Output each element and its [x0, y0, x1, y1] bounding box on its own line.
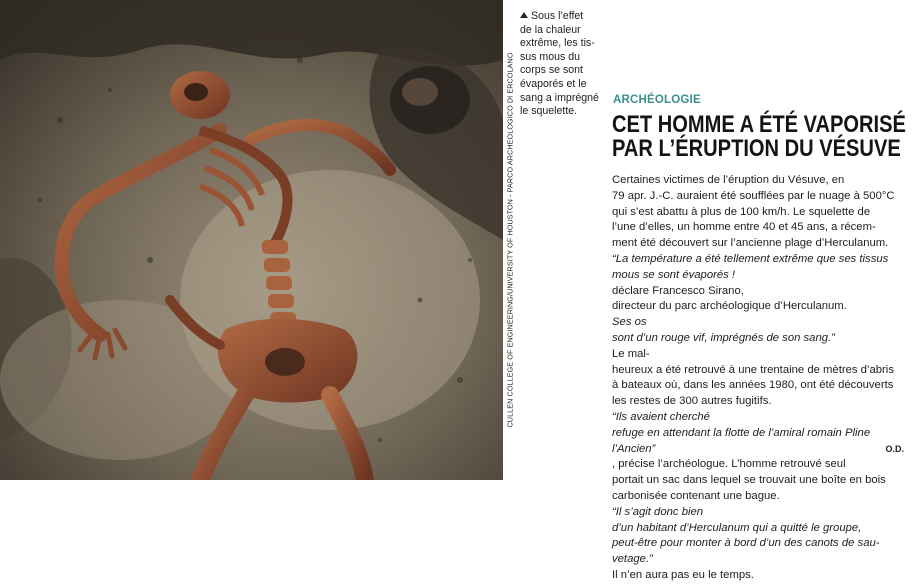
- article-text: 79 apr. J.-C. auraient été soufflées par le nuage à 500°C: [612, 189, 895, 202]
- article-quote-text: mous se sont évaporés !: [612, 268, 736, 281]
- article-text: Certaines victimes de l’éruption du Vésuve, en: [612, 174, 845, 186]
- article-text: les restes de 300 autres fugitifs.: [612, 395, 772, 408]
- caption-line: sang a imprégné: [520, 91, 599, 104]
- article-quote-text: d’un habitant d’Herculanum qui a quitté le groupe,: [612, 521, 862, 534]
- headline-line: PAR L’ÉRUPTION DU VÉSUVE: [612, 135, 901, 162]
- article-quote-text: “Ils avaient cherché: [612, 410, 710, 423]
- section-label: ARCHÉOLOGIE: [613, 94, 701, 106]
- article-text: à bateaux où, dans les années 1980, ont été découverts: [612, 379, 894, 392]
- article-line: [612, 173, 912, 189]
- article-line: [612, 536, 912, 552]
- article-line: [612, 268, 912, 300]
- article-line: [612, 473, 912, 489]
- article-line: [612, 252, 912, 268]
- article-text: carbonisée contenant une bague.: [612, 489, 780, 502]
- caption-line: extrême, les tis-: [520, 37, 595, 50]
- article-text: ment été découvert sur l’ancienne plage d’Herculanum.: [612, 237, 889, 250]
- article-quote-text: peut-être pour monter à bord d’un des canots de sau-: [612, 537, 880, 550]
- caption-line: le squelette.: [520, 105, 578, 118]
- article-quote-text: l’Ancien”: [612, 442, 656, 455]
- skeleton-photo-illustration: [0, 0, 503, 480]
- headline-line: CET HOMME A ÉTÉ VAPORISÉ: [612, 111, 906, 138]
- article-quote-text: refuge en attendant la flotte de l’amiral romain Pline: [612, 426, 871, 439]
- photo-credit-text: CULLEN COLLEGE OF ENGINEERING/UNIVERSITY OF HOUSTON - PARCO ARCHEOLOGICO DI ERCOLANO: [505, 52, 515, 428]
- article-quote-text: “La température a été tellement extrême que ses tissus: [612, 252, 889, 265]
- skeleton-photo: [0, 0, 503, 480]
- caption-line: évaporés et le: [520, 77, 587, 90]
- article-line: [612, 236, 912, 252]
- article-text: portait un sac dans lequel se trouvait une boîte en bois: [612, 474, 886, 487]
- article-line: [612, 394, 912, 426]
- up-triangle-icon: [520, 12, 528, 18]
- article-text: directeur du parc archéologique d’Herculanum.: [612, 300, 847, 313]
- photo-credit: [503, 0, 517, 480]
- photo-caption: [520, 10, 602, 119]
- article-text: Il n’en aura pas eu le temps.: [612, 568, 754, 581]
- article-quote-text: Ses os: [612, 316, 647, 329]
- caption-line: corps se sont: [520, 64, 584, 77]
- article-headline: [612, 111, 906, 162]
- caption-line: Sous l’effet: [520, 10, 602, 24]
- caption-line: de la chaleur: [520, 23, 581, 36]
- article-line: [612, 521, 912, 537]
- article-line: [612, 426, 912, 442]
- author-signature: O.D.: [885, 444, 904, 454]
- article-line: [612, 378, 912, 394]
- article-body: [612, 173, 912, 584]
- article-text: heureux a été retrouvé à une trentaine de mètres d’abris: [612, 363, 894, 376]
- article-line: [612, 189, 912, 205]
- article-text: , précise l’archéologue. L’homme retrouvé seul: [612, 458, 846, 471]
- article-quote-text: “Il s’agit donc bien: [612, 505, 704, 518]
- article-line: [612, 489, 912, 521]
- article-quote-text: vetage.”: [612, 553, 653, 566]
- article-line: [612, 220, 912, 236]
- article-text: Le mal-: [612, 347, 650, 360]
- article-line: [612, 205, 912, 221]
- article-line: [612, 442, 912, 474]
- article-line: [612, 552, 912, 584]
- article-line: [612, 363, 912, 379]
- caption-line: sus mous du: [520, 50, 581, 63]
- article-quote-text: sont d’un rouge vif, imprégnés de son sang.”: [612, 331, 835, 344]
- article-line: [612, 331, 912, 363]
- article-line: [612, 299, 912, 331]
- article-text: qui s’est abattu à plus de 100 km/h. Le squelette de: [612, 205, 871, 218]
- article-text: l’une d’elles, un homme entre 40 et 45 ans, a récem-: [612, 221, 876, 234]
- article-text: déclare Francesco Sirano,: [612, 284, 744, 297]
